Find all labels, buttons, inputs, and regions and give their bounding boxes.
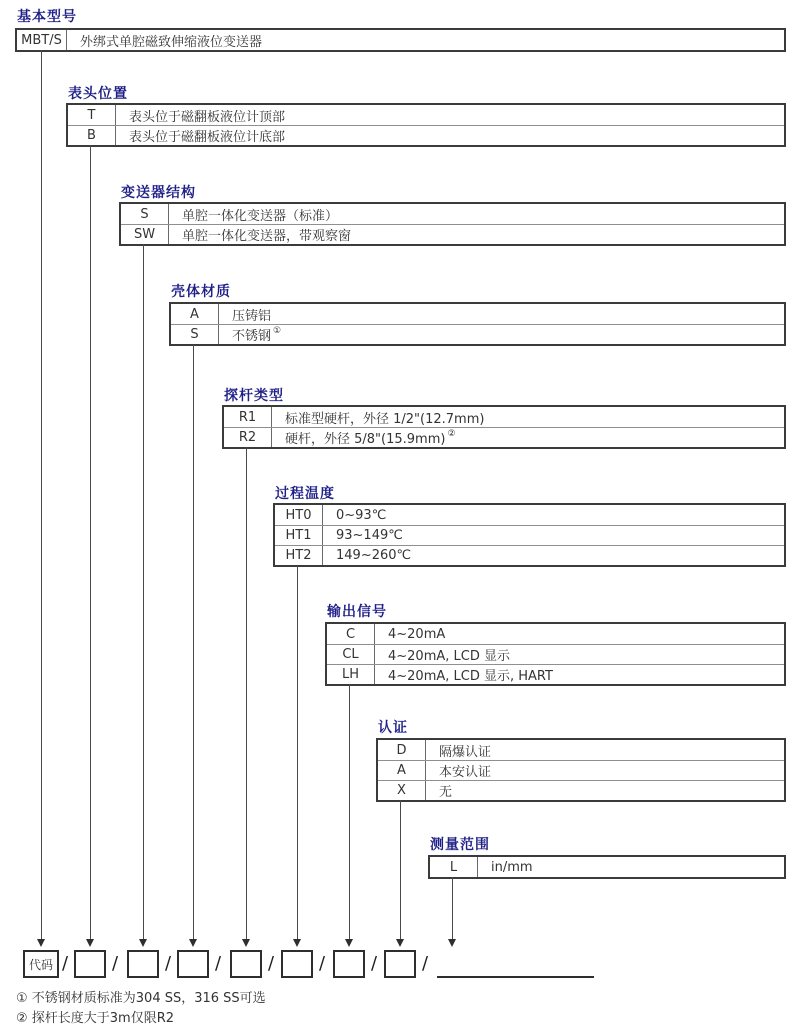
footnote-2: ② 探杆长度大于3m仅限R2 bbox=[16, 1011, 175, 1026]
option-desc bbox=[426, 781, 784, 800]
separator-slash: / bbox=[371, 953, 378, 974]
option-desc bbox=[375, 645, 784, 664]
table-certification bbox=[376, 738, 786, 802]
option-desc-text: 表头位于磁翻板液位计顶部 bbox=[129, 109, 286, 125]
option-desc bbox=[426, 740, 784, 760]
option-code: S bbox=[171, 325, 219, 344]
section-title-probe-type: 探杆类型 bbox=[224, 388, 284, 404]
measuring-range-writein-line bbox=[437, 976, 594, 978]
arrow-down-icon bbox=[345, 939, 353, 947]
option-desc-text: 不锈钢 bbox=[232, 329, 272, 344]
code-slot-box bbox=[230, 950, 262, 978]
option-desc-text: 93~149℃ bbox=[336, 528, 403, 543]
option-code: R1 bbox=[224, 407, 272, 427]
section-title-certification: 认证 bbox=[378, 720, 408, 736]
arrow-down-icon bbox=[189, 939, 197, 947]
option-desc bbox=[169, 225, 784, 244]
section-title-process-temperature: 过程温度 bbox=[275, 486, 335, 502]
option-desc-text: 无 bbox=[439, 785, 453, 800]
section-title-measuring-range: 测量范围 bbox=[430, 837, 490, 853]
arrow-down-icon bbox=[86, 939, 94, 947]
option-desc bbox=[426, 761, 784, 780]
separator-slash: / bbox=[268, 953, 275, 974]
option-code: T bbox=[68, 105, 116, 125]
table-row bbox=[17, 30, 784, 50]
option-desc-text: 本安认证 bbox=[439, 765, 492, 780]
code-label-box: 代码 bbox=[23, 950, 59, 978]
table-row bbox=[121, 224, 784, 244]
option-desc bbox=[67, 30, 784, 50]
code-slot-box bbox=[177, 950, 209, 978]
option-code: A bbox=[171, 304, 219, 324]
separator-slash: / bbox=[319, 953, 326, 974]
arrow-down-icon bbox=[139, 939, 147, 947]
connector-line bbox=[41, 50, 42, 940]
separator-slash: / bbox=[422, 953, 429, 974]
connector-line bbox=[452, 877, 453, 940]
option-desc bbox=[169, 204, 784, 224]
separator-slash: / bbox=[215, 953, 222, 974]
footnote-1: ① 不锈钢材质标准为304 SS，316 SS可选 bbox=[16, 991, 266, 1006]
connector-line bbox=[297, 565, 298, 940]
option-code: HT2 bbox=[275, 546, 323, 565]
option-code: L bbox=[430, 857, 478, 877]
option-desc-text: 4~20mA bbox=[388, 626, 446, 642]
option-desc bbox=[478, 857, 784, 877]
footnote-ref-icon: ① bbox=[273, 325, 282, 336]
table-row bbox=[327, 624, 784, 644]
section-title-display-position: 表头位置 bbox=[68, 86, 128, 102]
option-code: C bbox=[327, 624, 375, 644]
section-title-output-signal: 输出信号 bbox=[327, 604, 387, 620]
option-desc-text: in/mm bbox=[491, 859, 533, 875]
option-desc bbox=[323, 505, 784, 525]
option-code: S bbox=[121, 204, 169, 224]
section-title-housing-material: 壳体材质 bbox=[171, 284, 231, 300]
option-code: B bbox=[68, 126, 116, 145]
table-row bbox=[68, 105, 784, 125]
separator-slash: / bbox=[62, 953, 69, 974]
footnote-ref-icon: ② bbox=[447, 428, 456, 439]
option-desc-text: 149~260℃ bbox=[336, 548, 412, 563]
option-code: R2 bbox=[224, 428, 272, 447]
code-slot-box bbox=[384, 950, 416, 978]
connector-line bbox=[90, 145, 91, 940]
connector-line bbox=[349, 684, 350, 940]
option-code: HT0 bbox=[275, 505, 323, 525]
table-row bbox=[275, 525, 784, 545]
table-row bbox=[171, 324, 784, 344]
table-row bbox=[378, 780, 784, 800]
table-row bbox=[327, 664, 784, 684]
option-desc bbox=[219, 304, 784, 324]
table-row bbox=[327, 644, 784, 664]
option-desc bbox=[323, 546, 784, 565]
code-slot-box bbox=[333, 950, 365, 978]
section-title-transmitter-structure: 变送器结构 bbox=[121, 185, 196, 201]
arrow-down-icon bbox=[293, 939, 301, 947]
table-row bbox=[171, 304, 784, 324]
table-row bbox=[378, 760, 784, 780]
option-desc bbox=[375, 624, 784, 644]
option-code: CL bbox=[327, 645, 375, 664]
table-housing-material bbox=[169, 302, 786, 346]
option-desc bbox=[323, 526, 784, 545]
option-desc bbox=[375, 665, 784, 684]
arrow-down-icon bbox=[396, 939, 404, 947]
option-code: HT1 bbox=[275, 526, 323, 545]
section-title-basic-model: 基本型号 bbox=[17, 9, 77, 25]
option-desc-text: 压铸铝 bbox=[232, 308, 272, 324]
option-desc bbox=[272, 428, 784, 447]
arrow-down-icon bbox=[242, 939, 250, 947]
table-probe-type bbox=[222, 405, 786, 449]
table-row bbox=[68, 125, 784, 145]
connector-line bbox=[400, 800, 401, 940]
code-slot-box bbox=[74, 950, 106, 978]
option-desc-text: 表头位于磁翻板液位计底部 bbox=[129, 130, 286, 145]
option-desc bbox=[116, 126, 784, 145]
table-row bbox=[275, 545, 784, 565]
option-desc-text: 硬杆，外径 5/8"(15.9mm) bbox=[285, 432, 446, 447]
table-measuring-range bbox=[428, 855, 786, 879]
option-desc-text: 0~93℃ bbox=[336, 507, 387, 523]
option-code: MBT/S bbox=[17, 30, 67, 50]
connector-line bbox=[143, 244, 144, 940]
option-desc-text: 4~20mA, LCD 显示, HART bbox=[388, 669, 553, 684]
code-slot-box bbox=[127, 950, 159, 978]
table-row bbox=[224, 407, 784, 427]
arrow-down-icon bbox=[37, 939, 45, 947]
table-row bbox=[224, 427, 784, 447]
option-desc-text: 标准型硬杆，外径 1/2"(12.7mm) bbox=[285, 411, 485, 427]
option-code: X bbox=[378, 781, 426, 800]
option-desc-text: 外绑式单腔磁致伸缩液位变送器 bbox=[80, 34, 263, 50]
option-code: LH bbox=[327, 665, 375, 684]
table-row bbox=[121, 204, 784, 224]
option-desc-text: 4~20mA, LCD 显示 bbox=[388, 649, 510, 664]
table-output-signal bbox=[325, 622, 786, 686]
option-desc-text: 单腔一体化变送器，带观察窗 bbox=[182, 229, 352, 244]
arrow-down-icon bbox=[448, 939, 456, 947]
table-process-temperature bbox=[273, 503, 786, 567]
option-desc-text: 隔爆认证 bbox=[439, 744, 492, 760]
table-row bbox=[275, 505, 784, 525]
table-row bbox=[430, 857, 784, 877]
separator-slash: / bbox=[165, 953, 172, 974]
option-desc bbox=[219, 325, 784, 344]
table-display-position bbox=[66, 103, 786, 147]
option-desc bbox=[272, 407, 784, 427]
table-transmitter-structure bbox=[119, 202, 786, 246]
code-slot-box bbox=[281, 950, 313, 978]
option-code: A bbox=[378, 761, 426, 780]
option-desc-text: 单腔一体化变送器（标准） bbox=[182, 208, 339, 224]
connector-line bbox=[246, 447, 247, 940]
separator-slash: / bbox=[112, 953, 119, 974]
connector-line bbox=[193, 344, 194, 940]
table-row bbox=[378, 740, 784, 760]
option-code: SW bbox=[121, 225, 169, 244]
table-basic-model bbox=[15, 28, 786, 52]
option-code: D bbox=[378, 740, 426, 760]
option-desc bbox=[116, 105, 784, 125]
